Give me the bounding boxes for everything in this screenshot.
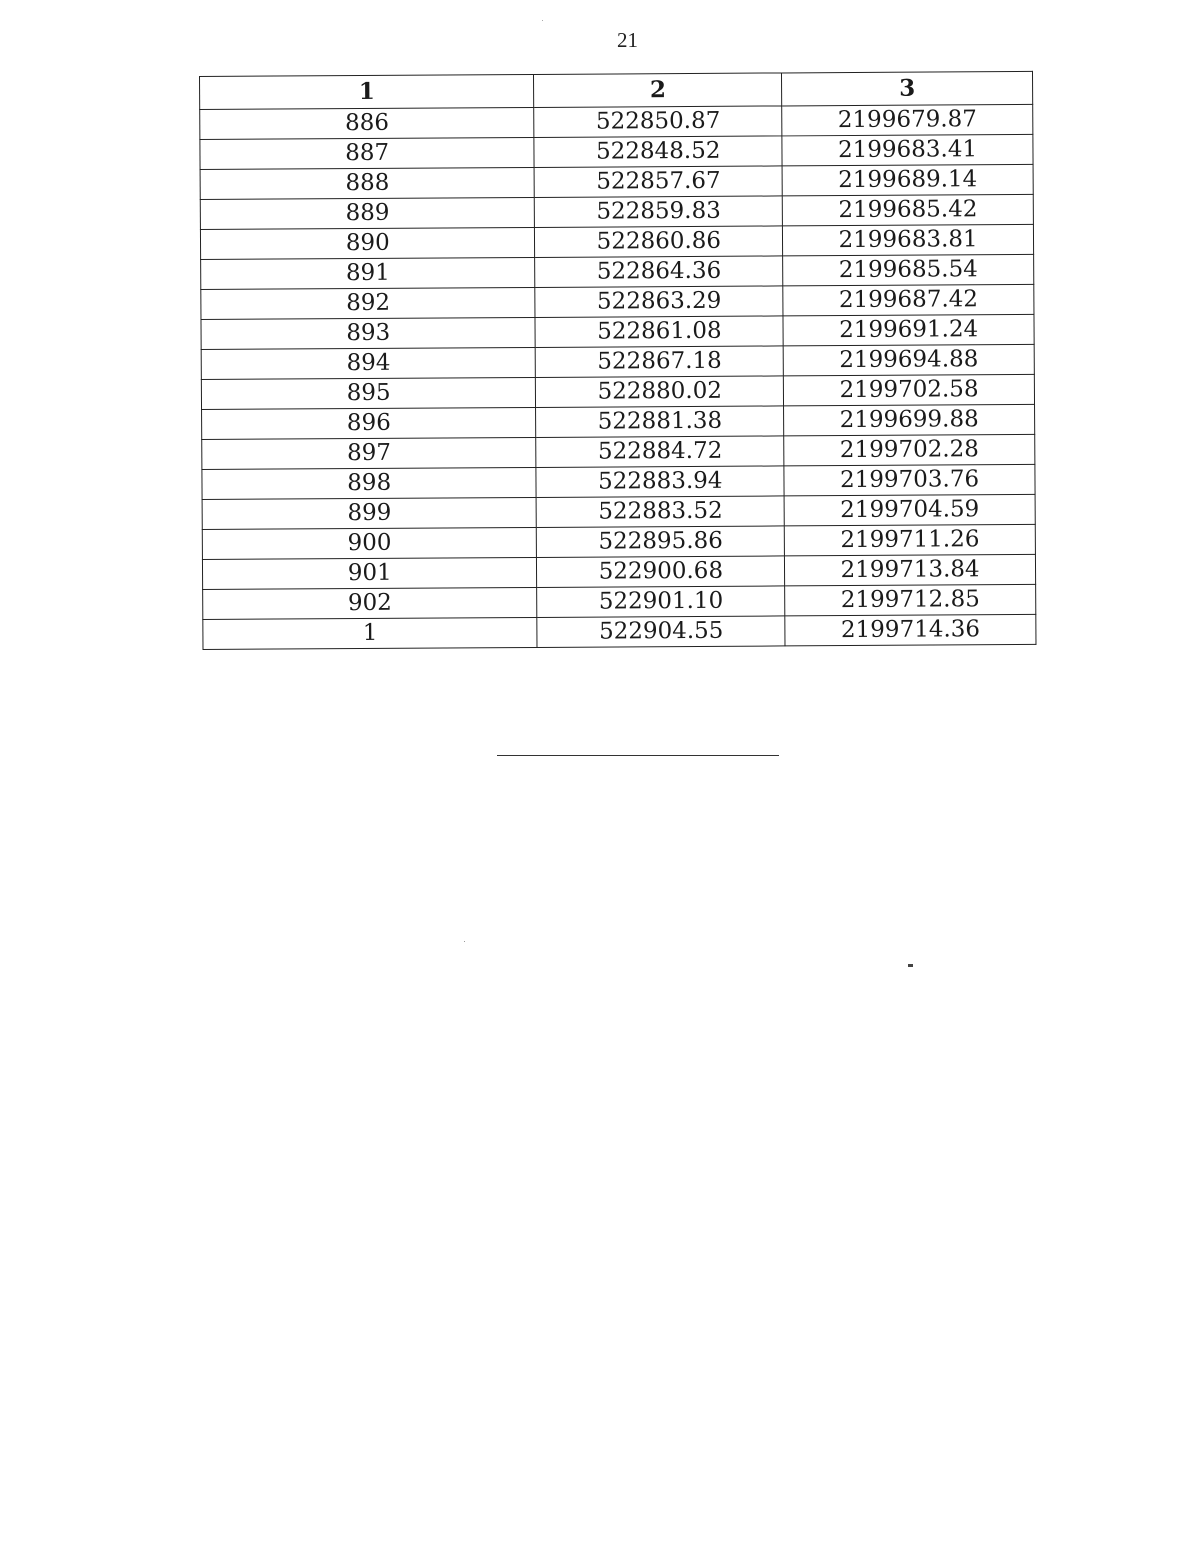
column-header-x: 2 <box>534 73 782 108</box>
table-row <box>202 524 1035 559</box>
table-cell-point: 902 <box>203 587 538 619</box>
table-row <box>202 464 1035 499</box>
table-cell-y: 2199679.87 <box>782 104 1033 136</box>
table-cell-y: 2199699.88 <box>784 404 1035 436</box>
table-cell-y: 2199702.28 <box>784 434 1035 466</box>
page-number: 21 <box>617 28 638 52</box>
table-row <box>200 134 1033 169</box>
table-row <box>201 254 1034 289</box>
table-cell-y: 2199683.41 <box>782 134 1033 166</box>
table-cell-x: 522864.36 <box>535 256 783 288</box>
table-cell-x: 522848.52 <box>534 136 782 168</box>
table-cell-x: 522904.55 <box>537 616 785 648</box>
table-cell-x: 522857.67 <box>535 166 783 198</box>
table-cell-y: 2199685.54 <box>783 254 1034 286</box>
table-cell-y: 2199687.42 <box>783 284 1034 316</box>
table-cell-point: 892 <box>201 287 536 319</box>
table-cell-x: 522884.72 <box>536 436 784 468</box>
table-cell-point: 890 <box>200 227 535 259</box>
table-cell-x: 522861.08 <box>535 316 783 348</box>
table-cell-point: 899 <box>202 497 537 529</box>
table-row <box>201 374 1034 409</box>
table-cell-point: 898 <box>202 467 537 499</box>
table-row <box>202 494 1035 529</box>
table-cell-y: 2199683.81 <box>783 224 1034 256</box>
coordinates-table <box>199 71 1036 650</box>
table-row <box>202 404 1035 439</box>
table-cell-point: 895 <box>201 377 536 409</box>
table-cell-point: 894 <box>201 347 536 379</box>
table-cell-point: 886 <box>200 107 535 139</box>
table-cell-y: 2199702.58 <box>784 374 1035 406</box>
table-cell-point: 901 <box>202 557 537 589</box>
table-cell-y: 2199685.42 <box>782 194 1033 226</box>
table-row <box>200 194 1033 229</box>
table-cell-point: 900 <box>202 527 537 559</box>
table-row <box>201 284 1034 319</box>
table-header-row <box>200 71 1033 109</box>
table-cell-point: 897 <box>202 437 537 469</box>
table-cell-y: 2199691.24 <box>783 314 1034 346</box>
table-cell-x: 522901.10 <box>537 586 785 618</box>
table-cell-x: 522883.94 <box>536 466 784 498</box>
table-cell-x: 522863.29 <box>535 286 783 318</box>
table-row <box>203 614 1036 649</box>
table-row <box>202 434 1035 469</box>
table-cell-y: 2199713.84 <box>785 554 1036 586</box>
table-cell-x: 522900.68 <box>537 556 785 588</box>
table-cell-point: 889 <box>200 197 535 229</box>
table-cell-x: 522867.18 <box>536 346 784 378</box>
column-header-point-number: 1 <box>200 74 535 109</box>
scan-speck <box>542 20 543 21</box>
table-cell-y: 2199689.14 <box>782 164 1033 196</box>
end-of-document-rule <box>497 755 779 756</box>
table-cell-y: 2199704.59 <box>784 494 1035 526</box>
column-header-y: 3 <box>782 71 1033 106</box>
table-cell-y: 2199703.76 <box>784 464 1035 496</box>
table-row <box>202 554 1035 589</box>
table-cell-x: 522860.86 <box>535 226 783 258</box>
table-cell-y: 2199711.26 <box>784 524 1035 556</box>
table-cell-point: 888 <box>200 167 535 199</box>
table-cell-x: 522859.83 <box>535 196 783 228</box>
table-cell-point: 1 <box>203 617 538 649</box>
table-cell-x: 522850.87 <box>534 106 782 138</box>
scan-speck <box>464 941 465 942</box>
table-row <box>201 344 1034 379</box>
table-cell-point: 896 <box>202 407 537 439</box>
table-cell-point: 891 <box>201 257 536 289</box>
table-row <box>200 164 1033 199</box>
table-row <box>200 224 1033 259</box>
table-cell-x: 522880.02 <box>536 376 784 408</box>
table-cell-x: 522883.52 <box>537 496 785 528</box>
scan-speck <box>908 964 913 967</box>
table-cell-point: 893 <box>201 317 536 349</box>
table-cell-x: 522895.86 <box>537 526 785 558</box>
table-cell-y: 2199694.88 <box>783 344 1034 376</box>
table-cell-y: 2199712.85 <box>785 584 1036 616</box>
table-row <box>203 584 1036 619</box>
table-cell-point: 887 <box>200 137 535 169</box>
table-row <box>201 314 1034 349</box>
table-cell-x: 522881.38 <box>536 406 784 438</box>
table-row <box>200 104 1033 139</box>
table-cell-y: 2199714.36 <box>785 614 1036 646</box>
